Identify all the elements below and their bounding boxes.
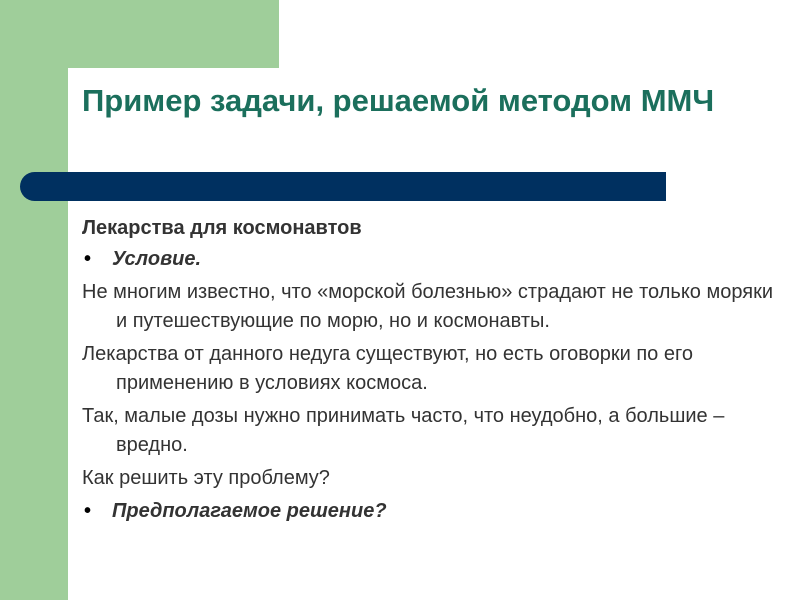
section-heading: Лекарства для космонавтов bbox=[82, 217, 362, 239]
slide-content bbox=[82, 214, 782, 530]
bullet-dot-icon: • bbox=[84, 500, 92, 522]
title-divider-bar bbox=[20, 172, 666, 201]
paragraph: Так, малые дозы нужно принимать часто, что неудобно, а большие – вредно. bbox=[82, 405, 725, 456]
bullet-dot-icon: • bbox=[84, 248, 92, 270]
paragraph: Лекарства от данного недуга существуют, но есть оговорки по его применению в условиях космоса. bbox=[82, 343, 693, 394]
bullet-condition bbox=[82, 245, 782, 274]
paragraph: Не многим известно, что «морской болезнью» страдают не только моряки и путешествующие по морю, но и космонавты. bbox=[82, 281, 773, 332]
paragraph: Как решить эту проблему? bbox=[82, 467, 330, 489]
bullet-condition-text: Условие. bbox=[112, 248, 202, 270]
decorative-green-strip bbox=[0, 0, 68, 600]
bullet-solution bbox=[82, 497, 782, 526]
slide-title: Пример задачи, решаемой методом ММЧ bbox=[82, 83, 715, 118]
bullet-solution-text: Предполагаемое решение? bbox=[112, 500, 387, 522]
